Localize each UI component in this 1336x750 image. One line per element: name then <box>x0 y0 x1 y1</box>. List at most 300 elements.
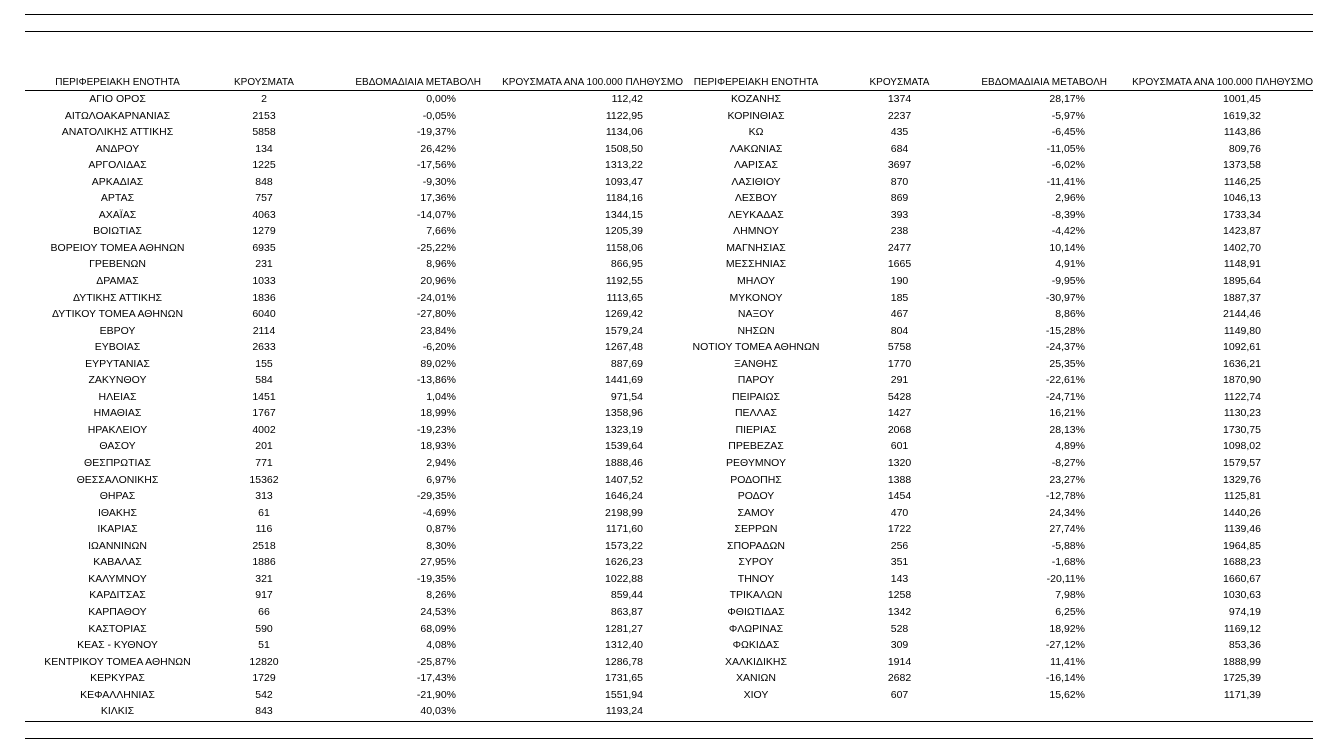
cell-region: ΘΕΣΠΡΩΤΙΑΣ <box>84 457 151 470</box>
cell-region: ΚΑΡΠΑΘΟΥ <box>88 605 147 618</box>
cell-cases: 1225 <box>252 159 276 172</box>
cell-per-100k: 1870,90 <box>1223 374 1261 387</box>
table-header <box>25 76 1313 91</box>
table-row <box>25 290 1313 307</box>
table-row <box>25 108 1313 125</box>
cell-cases: 1914 <box>887 655 912 668</box>
cell-per-100k: 1143,86 <box>1223 126 1261 139</box>
cell-weekly-change: -6,45% <box>1051 126 1085 139</box>
cell-per-100k: 1725,39 <box>1223 672 1261 685</box>
cell-region: ΕΒΡΟΥ <box>99 324 136 337</box>
cell-region: ΙΩΑΝΝΙΝΩΝ <box>88 539 147 552</box>
cell-region: ΝΑΞΟΥ <box>737 308 775 321</box>
cell-weekly-change: 4,89% <box>1055 440 1085 453</box>
header-per-100k-left: ΚΡΟΥΣΜΑΤΑ ΑΝΑ 100.000 ΠΛΗΘΥΣΜΟ <box>502 77 683 88</box>
cell-region: ΞΑΝΘΗΣ <box>734 357 778 370</box>
cell-weekly-change: -29,35% <box>416 490 456 503</box>
cell-per-100k: 1539,64 <box>605 440 643 453</box>
cell-weekly-change: 18,92% <box>1049 622 1085 635</box>
cell-weekly-change: -6,20% <box>422 341 456 354</box>
cell-weekly-change: 7,66% <box>426 225 456 238</box>
cell-per-100k: 1148,91 <box>1223 258 1261 271</box>
cell-weekly-change: 10,14% <box>1049 241 1085 254</box>
cell-region: ΒΟΙΩΤΙΑΣ <box>93 225 142 238</box>
table-row <box>25 356 1313 373</box>
table-body <box>25 91 1313 720</box>
cell-cases: 185 <box>890 291 909 304</box>
cell-region: ΕΥΡΥΤΑΝΙΑΣ <box>85 357 150 370</box>
cell-per-100k: 1312,40 <box>605 639 643 652</box>
top-rule <box>25 14 1313 15</box>
cell-weekly-change: 24,53% <box>420 605 456 618</box>
table-row <box>25 223 1313 240</box>
table-row <box>25 472 1313 489</box>
cell-weekly-change: -27,80% <box>416 308 456 321</box>
table-row <box>25 190 1313 207</box>
cell-cases: 1320 <box>887 457 912 470</box>
cell-cases: 3697 <box>887 159 912 172</box>
cell-per-100k: 1441,69 <box>605 374 643 387</box>
cell-region: ΦΩΚΙΔΑΣ <box>732 639 780 652</box>
cell-per-100k: 1887,37 <box>1223 291 1261 304</box>
cell-weekly-change: 8,86% <box>1055 308 1085 321</box>
table-row <box>25 488 1313 505</box>
cell-weekly-change: -0,05% <box>422 109 456 122</box>
cell-region: ΑΡΤΑΣ <box>100 192 135 205</box>
cell-per-100k: 1149,80 <box>1223 324 1261 337</box>
cell-per-100k: 1329,76 <box>1223 473 1261 486</box>
cell-region: ΚΕΡΚΥΡΑΣ <box>90 672 145 685</box>
cell-region: ΠΡΕΒΕΖΑΣ <box>728 440 784 453</box>
cell-cases: 190 <box>890 275 909 288</box>
cell-per-100k: 112,42 <box>611 93 643 105</box>
cell-per-100k: 1344,15 <box>605 208 643 221</box>
cell-per-100k: 1184,16 <box>605 192 643 205</box>
cell-per-100k: 1125,81 <box>1223 490 1261 503</box>
cell-per-100k: 1731,65 <box>605 672 643 685</box>
cell-cases: 1886 <box>252 556 276 569</box>
table-row <box>25 339 1313 356</box>
cell-cases: 393 <box>890 208 909 221</box>
cell-per-100k: 1286,78 <box>605 655 643 668</box>
cell-weekly-change: -8,39% <box>1051 208 1085 221</box>
cell-region: ΛΑΚΩΝΙΑΣ <box>729 142 783 155</box>
cell-weekly-change: 24,34% <box>1049 506 1085 519</box>
cell-region: ΗΡΑΚΛΕΙΟΥ <box>87 423 148 436</box>
cell-cases: 590 <box>255 622 273 635</box>
cell-per-100k: 859,44 <box>610 589 643 602</box>
cell-cases: 2682 <box>887 672 912 685</box>
table-row <box>25 91 1313 108</box>
cell-region: ΛΑΡΙΣΑΣ <box>734 159 778 172</box>
cell-region: ΛΕΣΒΟΥ <box>734 192 778 205</box>
cell-cases: 528 <box>890 622 909 635</box>
cell-cases: 771 <box>255 457 273 470</box>
cell-cases: 201 <box>255 440 273 453</box>
table-row <box>25 654 1313 671</box>
cell-weekly-change: 2,94% <box>426 457 456 470</box>
cell-per-100k: 1579,57 <box>1223 457 1261 470</box>
cell-region: ΓΡΕΒΕΝΩΝ <box>89 258 146 271</box>
cell-region: ΗΜΑΘΙΑΣ <box>93 407 142 420</box>
cell-region: ΔΥΤΙΚΟΥ ΤΟΜΕΑ ΑΘΗΝΩΝ <box>51 308 184 321</box>
cell-region: ΚΟΡΙΝΘΙΑΣ <box>727 109 785 122</box>
cell-cases: 843 <box>255 705 273 718</box>
cell-weekly-change: 1,04% <box>426 390 456 403</box>
cell-per-100k: 1205,39 <box>605 225 643 238</box>
cell-per-100k: 1964,85 <box>1223 539 1261 552</box>
cell-per-100k: 1193,24 <box>605 705 643 718</box>
cell-cases: 66 <box>258 605 270 618</box>
cell-cases: 1374 <box>887 93 912 105</box>
cell-per-100k: 1139,46 <box>1223 523 1261 536</box>
cell-region: ΠΕΙΡΑΙΩΣ <box>732 390 780 403</box>
cell-per-100k: 1888,99 <box>1223 655 1261 668</box>
header-region-left: ΠΕΡΙΦΕΡΕΙΑΚΗ ΕΝΟΤΗΤΑ <box>55 77 180 88</box>
cell-region: ΚΕΝΤΡΙΚΟΥ ΤΟΜΕΑ ΑΘΗΝΩΝ <box>44 655 191 668</box>
cell-cases: 1722 <box>887 523 912 536</box>
cell-weekly-change: -24,71% <box>1045 390 1085 403</box>
cell-region: ΘΗΡΑΣ <box>99 490 136 503</box>
cell-cases: 757 <box>255 192 273 205</box>
cell-per-100k: 1579,24 <box>605 324 643 337</box>
cell-region: ΛΗΜΝΟΥ <box>733 225 779 238</box>
cell-per-100k: 863,87 <box>610 605 643 618</box>
cell-weekly-change: 6,25% <box>1055 605 1085 618</box>
cell-weekly-change: 7,98% <box>1055 589 1085 602</box>
cell-cases: 1388 <box>887 473 912 486</box>
cell-region: ΚΑΡΔΙΤΣΑΣ <box>89 589 146 602</box>
cell-region: ΣΕΡΡΩΝ <box>734 523 778 536</box>
table-row <box>25 505 1313 522</box>
table-row <box>25 455 1313 472</box>
cell-per-100k: 1358,96 <box>605 407 643 420</box>
cell-weekly-change: -11,05% <box>1046 142 1085 155</box>
header-weekly-change-right: ΕΒΔΟΜΑΔΙΑΙΑ ΜΕΤΑΒΟΛΗ <box>981 77 1107 88</box>
cell-cases: 51 <box>258 639 270 652</box>
cell-region: ΜΕΣΣΗΝΙΑΣ <box>725 258 787 271</box>
cell-per-100k: 1373,58 <box>1223 159 1261 172</box>
cell-per-100k: 1267,48 <box>605 341 643 354</box>
cell-cases: 4002 <box>252 423 276 436</box>
cell-region: ΚΩ <box>748 126 764 139</box>
bottom-rule <box>25 721 1313 722</box>
cell-weekly-change: -19,37% <box>416 126 456 139</box>
cell-region: ΠΕΛΛΑΣ <box>734 407 778 420</box>
table-row <box>25 256 1313 273</box>
cell-weekly-change: -15,28% <box>1045 324 1085 337</box>
cell-cases: 848 <box>255 175 273 188</box>
cases-table <box>25 76 1313 720</box>
cell-region: ΘΑΣΟΥ <box>99 440 136 453</box>
cell-weekly-change: 68,09% <box>420 622 456 635</box>
cell-cases: 1770 <box>887 357 912 370</box>
cell-per-100k: 2198,99 <box>605 506 643 519</box>
cell-cases: 435 <box>890 126 909 139</box>
cell-region: ΡΕΘΥΜΝΟΥ <box>725 457 786 470</box>
cell-cases: 804 <box>890 324 909 337</box>
cell-weekly-change: 18,93% <box>420 440 456 453</box>
header-region-right: ΠΕΡΙΦΕΡΕΙΑΚΗ ΕΝΟΤΗΤΑ <box>693 77 819 88</box>
cell-weekly-change: 16,21% <box>1049 407 1085 420</box>
cell-per-100k: 853,36 <box>1228 639 1261 652</box>
cell-cases: 12820 <box>249 655 279 668</box>
table-row <box>25 521 1313 538</box>
cell-cases: 1729 <box>252 672 276 685</box>
cell-weekly-change: 27,74% <box>1049 523 1085 536</box>
cell-weekly-change: -4,42% <box>1051 225 1085 238</box>
cell-per-100k: 1888,46 <box>605 457 643 470</box>
cell-region: ΙΘΑΚΗΣ <box>98 506 137 519</box>
cell-cases: 542 <box>255 688 273 701</box>
cell-per-100k: 1093,47 <box>605 175 643 188</box>
cell-region: ΕΥΒΟΙΑΣ <box>94 341 141 354</box>
cell-per-100k: 1660,67 <box>1223 572 1261 585</box>
table-row <box>25 687 1313 704</box>
cell-per-100k: 1440,26 <box>1223 506 1261 519</box>
cell-cases: 1279 <box>252 225 276 238</box>
table-row <box>25 670 1313 687</box>
cell-weekly-change: 27,95% <box>420 556 456 569</box>
cell-cases: 231 <box>255 258 273 271</box>
cell-per-100k: 1169,12 <box>1223 622 1261 635</box>
cell-cases: 238 <box>890 225 909 238</box>
cell-per-100k: 1122,74 <box>1223 390 1261 403</box>
cell-weekly-change: -8,27% <box>1051 457 1085 470</box>
table-row <box>25 174 1313 191</box>
cell-weekly-change: 28,17% <box>1049 93 1085 105</box>
header-per-100k-right: ΚΡΟΥΣΜΑΤΑ ΑΝΑ 100.000 ΠΛΗΘΥΣΜΟ <box>1132 77 1313 88</box>
cell-region: ΦΛΩΡΙΝΑΣ <box>728 622 784 635</box>
cell-cases: 61 <box>258 506 270 519</box>
cell-weekly-change: -9,30% <box>422 175 456 188</box>
cell-weekly-change: -17,43% <box>416 672 456 685</box>
cell-per-100k: 1134,06 <box>605 126 643 139</box>
cell-region: ΗΛΕΙΑΣ <box>98 390 137 403</box>
cell-region: ΛΕΥΚΑΔΑΣ <box>728 208 784 221</box>
cell-cases: 1258 <box>887 589 912 602</box>
cell-weekly-change: -9,95% <box>1051 275 1085 288</box>
cell-weekly-change: 25,35% <box>1049 357 1085 370</box>
cell-per-100k: 1113,65 <box>606 291 643 304</box>
cell-weekly-change: 89,02% <box>420 357 456 370</box>
table-row <box>25 538 1313 555</box>
cell-weekly-change: 8,30% <box>426 539 456 552</box>
cell-region: ΔΡΑΜΑΣ <box>96 275 139 288</box>
cell-per-100k: 1573,22 <box>605 539 643 552</box>
cell-cases: 2 <box>261 93 267 105</box>
cell-weekly-change: 2,96% <box>1055 192 1085 205</box>
cell-region: ΑΧΑΪΑΣ <box>98 208 137 221</box>
cell-per-100k: 974,19 <box>1228 605 1261 618</box>
cell-region: ΧΑΝΙΩΝ <box>736 672 776 685</box>
cell-cases: 134 <box>255 142 273 155</box>
cell-per-100k: 1407,52 <box>605 473 643 486</box>
cell-cases: 1342 <box>887 605 912 618</box>
cell-per-100k: 1046,13 <box>1223 192 1261 205</box>
header-cases-right: ΚΡΟΥΣΜΑΤΑ <box>869 77 930 88</box>
cell-per-100k: 1269,42 <box>605 308 643 321</box>
cell-region: ΑΡΚΑΔΙΑΣ <box>91 175 144 188</box>
cell-per-100k: 1092,61 <box>1223 341 1261 354</box>
cell-cases: 6040 <box>252 308 276 321</box>
cell-cases: 2518 <box>252 539 276 552</box>
cell-region: ΚΟΖΑΝΗΣ <box>731 93 781 105</box>
cell-region: ΤΡΙΚΑΛΩΝ <box>729 589 783 602</box>
cell-region: ΑΓΙΟ ΟΡΟΣ <box>89 93 146 105</box>
table-row <box>25 554 1313 571</box>
table-row <box>25 323 1313 340</box>
header-cases-left: ΚΡΟΥΣΜΑΤΑ <box>234 77 294 88</box>
cell-cases: 869 <box>890 192 909 205</box>
cell-cases: 143 <box>890 572 909 585</box>
cell-region: ΠΙΕΡΙΑΣ <box>735 423 777 436</box>
cell-cases: 607 <box>890 688 909 701</box>
cell-region: ΙΚΑΡΙΑΣ <box>97 523 138 536</box>
cell-cases: 351 <box>890 556 909 569</box>
cell-cases: 584 <box>255 374 273 387</box>
cell-weekly-change: -5,88% <box>1051 539 1085 552</box>
cell-weekly-change: 0,87% <box>426 523 456 536</box>
cell-per-100k: 1192,55 <box>605 275 643 288</box>
cell-cases: 684 <box>890 142 909 155</box>
cell-weekly-change: 4,08% <box>426 639 456 652</box>
cell-region: ΣΥΡΟΥ <box>738 556 774 569</box>
cell-weekly-change: -16,14% <box>1045 672 1085 685</box>
cell-region: ΑΝΑΤΟΛΙΚΗΣ ΑΤΤΙΚΗΣ <box>61 126 174 139</box>
cell-cases: 309 <box>890 639 909 652</box>
cell-region: ΚΕΦΑΛΛΗΝΙΑΣ <box>80 688 155 701</box>
cell-weekly-change: 8,26% <box>426 589 456 602</box>
cell-per-100k: 1508,50 <box>605 142 643 155</box>
cell-weekly-change: 26,42% <box>420 142 456 155</box>
cell-weekly-change: 40,03% <box>420 705 456 718</box>
cell-cases: 470 <box>890 506 909 519</box>
table-row <box>25 157 1313 174</box>
cell-region: ΑΡΓΟΛΙΔΑΣ <box>88 159 147 172</box>
cell-weekly-change: -6,02% <box>1051 159 1085 172</box>
cell-weekly-change: -1,68% <box>1051 556 1085 569</box>
cell-region: ΝΗΣΩΝ <box>737 324 775 337</box>
cell-per-100k: 2144,46 <box>1223 308 1261 321</box>
cell-cases: 2477 <box>887 241 912 254</box>
cell-cases: 1836 <box>252 291 276 304</box>
cell-region: ΔΥΤΙΚΗΣ ΑΤΤΙΚΗΣ <box>72 291 163 304</box>
cell-region: ΘΕΣΣΑΛΟΝΙΚΗΣ <box>76 473 159 486</box>
table-row <box>25 389 1313 406</box>
table-row <box>25 637 1313 654</box>
cell-weekly-change: 15,62% <box>1049 688 1085 701</box>
table-row <box>25 405 1313 422</box>
cell-region: ΚΑΛΥΜΝΟΥ <box>88 572 147 585</box>
table-row <box>25 273 1313 290</box>
cell-cases: 155 <box>255 357 273 370</box>
cell-weekly-change: 17,36% <box>420 192 456 205</box>
table-row <box>25 604 1313 621</box>
cell-region: ΖΑΚΥΝΘΟΥ <box>88 374 147 387</box>
cell-weekly-change: 28,13% <box>1049 423 1085 436</box>
cell-per-100k: 1895,64 <box>1223 275 1261 288</box>
cell-per-100k: 1402,70 <box>1223 241 1261 254</box>
cell-cases: 6935 <box>252 241 276 254</box>
cell-per-100k: 1171,60 <box>605 523 643 536</box>
table-row <box>25 372 1313 389</box>
cell-region: ΜΗΛΟΥ <box>737 275 775 288</box>
cell-cases: 291 <box>890 374 909 387</box>
cell-weekly-change: 6,97% <box>426 473 456 486</box>
cell-per-100k: 1098,02 <box>1223 440 1261 453</box>
table-row <box>25 621 1313 638</box>
cell-per-100k: 1636,21 <box>1223 357 1261 370</box>
cell-per-100k: 971,54 <box>610 390 643 403</box>
cell-per-100k: 1001,45 <box>1223 93 1261 105</box>
cell-weekly-change: -27,12% <box>1045 639 1085 652</box>
cell-region: ΚΕΑΣ - ΚΥΘΝΟΥ <box>77 639 158 652</box>
cell-weekly-change: -19,23% <box>416 423 456 436</box>
cell-weekly-change: -21,90% <box>416 688 456 701</box>
cell-per-100k: 1730,75 <box>1223 423 1261 436</box>
cell-region: ΜΥΚΟΝΟΥ <box>729 291 783 304</box>
cell-weekly-change: -25,22% <box>416 241 456 254</box>
cell-cases: 321 <box>255 572 273 585</box>
cell-cases: 2633 <box>252 341 276 354</box>
table-row <box>25 422 1313 439</box>
cell-per-100k: 1130,23 <box>1223 407 1261 420</box>
cell-cases: 256 <box>890 539 909 552</box>
cell-per-100k: 887,69 <box>610 357 643 370</box>
cell-region: ΑΙΤΩΛΟΑΚΑΡΝΑΝΙΑΣ <box>64 109 171 122</box>
cell-weekly-change: -24,01% <box>416 291 456 304</box>
cell-region: ΣΑΜΟΥ <box>737 506 775 519</box>
cell-per-100k: 1688,23 <box>1223 556 1261 569</box>
cell-weekly-change: 23,27% <box>1049 473 1085 486</box>
cell-weekly-change: -19,35% <box>416 572 456 585</box>
cell-per-100k: 1733,34 <box>1223 208 1261 221</box>
cell-region: ΣΠΟΡΑΔΩΝ <box>727 539 785 552</box>
cell-weekly-change: -12,78% <box>1045 490 1085 503</box>
cell-cases: 601 <box>890 440 909 453</box>
cell-per-100k: 1281,27 <box>605 622 643 635</box>
cell-cases: 15362 <box>249 473 279 486</box>
cell-weekly-change: 4,91% <box>1055 258 1085 271</box>
cell-cases: 313 <box>255 490 273 503</box>
cell-cases: 467 <box>890 308 909 321</box>
cell-per-100k: 1626,23 <box>605 556 643 569</box>
cell-cases: 1767 <box>252 407 276 420</box>
cell-weekly-change: -24,37% <box>1045 341 1085 354</box>
cell-cases: 2068 <box>887 423 912 436</box>
table-row <box>25 703 1313 720</box>
top-rule-second <box>25 31 1313 32</box>
cell-per-100k: 1122,95 <box>605 109 643 122</box>
cell-weekly-change: -14,07% <box>416 208 456 221</box>
cell-cases: 1665 <box>887 258 912 271</box>
cell-per-100k: 1030,63 <box>1223 589 1261 602</box>
cell-region: ΒΟΡΕΙΟΥ ΤΟΜΕΑ ΑΘΗΝΩΝ <box>50 241 185 254</box>
cell-cases: 4063 <box>252 208 276 221</box>
cell-region: ΑΝΔΡΟΥ <box>95 142 140 155</box>
cell-per-100k: 1323,19 <box>605 423 643 436</box>
cell-per-100k: 1423,87 <box>1223 225 1261 238</box>
cell-per-100k: 1646,24 <box>605 490 643 503</box>
cell-weekly-change: -11,41% <box>1046 175 1085 188</box>
cell-weekly-change: -5,97% <box>1051 109 1085 122</box>
cell-weekly-change: -20,11% <box>1046 572 1085 585</box>
cell-region: ΜΑΓΝΗΣΙΑΣ <box>726 241 786 254</box>
cell-cases: 1454 <box>887 490 912 503</box>
cell-weekly-change: 8,96% <box>426 258 456 271</box>
cell-per-100k: 809,76 <box>1228 142 1261 155</box>
